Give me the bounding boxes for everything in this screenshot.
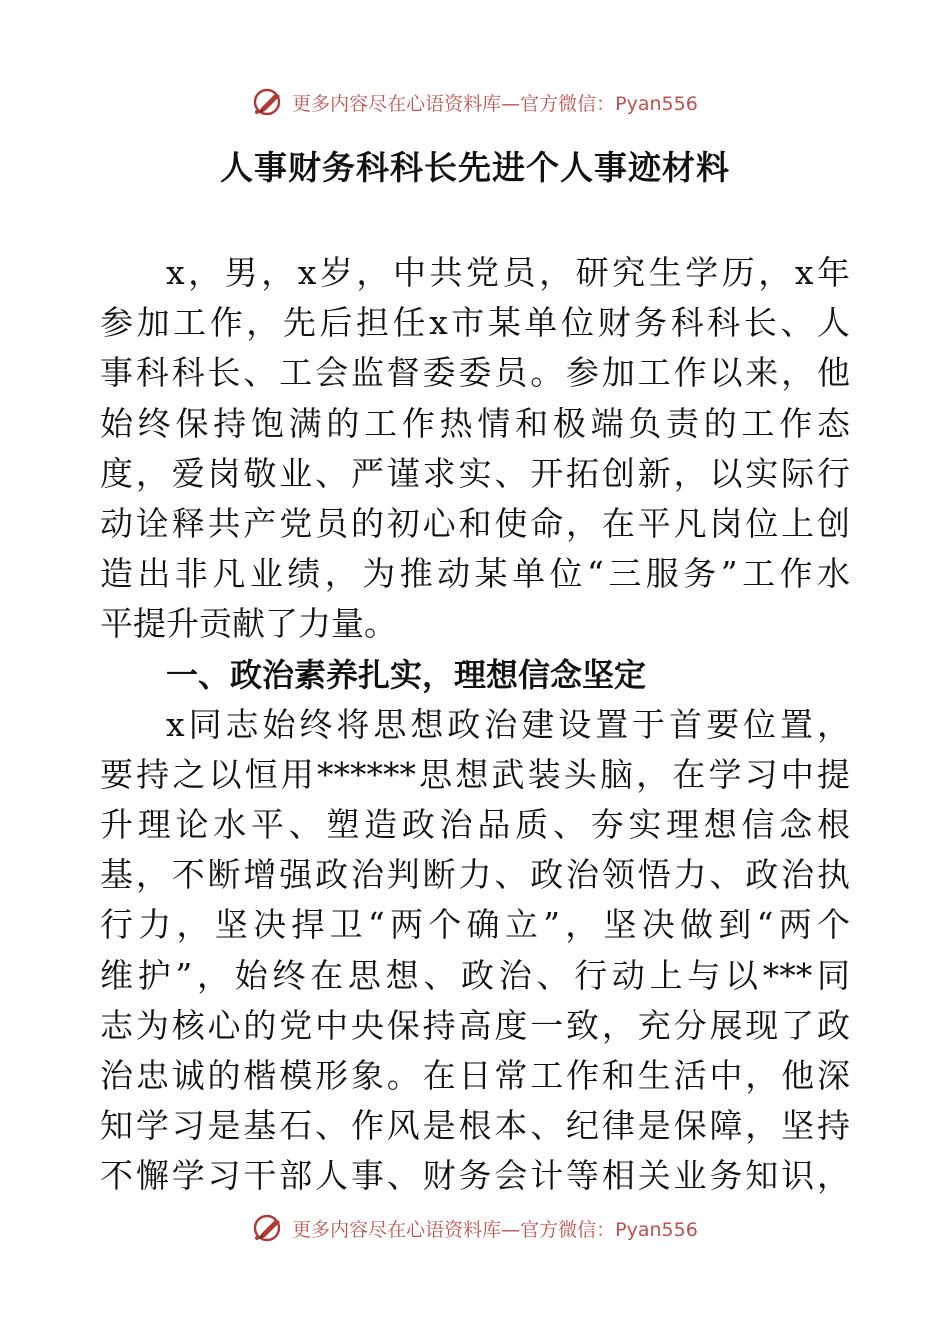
paragraph-line: 平提升贡献了力量。 (100, 604, 397, 644)
paragraph-line: 度，爱岗敬业、严谨求实、开拓创新，以实际行 (100, 453, 850, 493)
watermark-text: 更多内容尽在心语资料库—官方微信：Pyan556 (292, 92, 698, 115)
section-heading: 一、政治素养扎实，理想信念坚定 (166, 655, 647, 694)
watermark-footer (0, 1208, 950, 1248)
paragraph-line: 参加工作，先后担任x市某单位财务科科长、人 (100, 303, 850, 343)
pen-logo-icon (252, 87, 286, 117)
paragraph-line: 事科科长、工会监督委委员。参加工作以来，他 (100, 353, 850, 393)
paragraph-line: 知学习是基石、作风是根本、纪律是保障，坚持 (100, 1106, 850, 1146)
document-body (100, 248, 850, 1202)
paragraph-line: 升理论水平、塑造政治品质、夯实理想信念根 (100, 805, 850, 845)
pen-logo-icon (252, 1213, 286, 1243)
paragraph-line: 造出非凡业绩，为推动某单位“三服务”工作水 (100, 554, 850, 594)
paragraph-line: x同志始终将思想政治建设置于首要位置， (166, 704, 850, 744)
paragraph-line: 治忠诚的楷模形象。在日常工作和生活中，他深 (100, 1056, 850, 1095)
paragraph-line: 维护”，始终在思想、政治、行动上与以***同 (100, 955, 850, 995)
paragraph-line: 动诠释共产党员的初心和使命，在平凡岗位上创 (100, 503, 850, 543)
paragraph-line: 始终保持饱满的工作热情和极端负责的工作态 (100, 403, 850, 443)
document-title: 人事财务科科长先进个人事迹材料 (220, 148, 730, 187)
paragraph-line: 不懈学习干部人事、财务会计等相关业务知识， (100, 1156, 850, 1196)
paragraph-line: x，男，x岁，中共党员，研究生学历，x年 (166, 253, 850, 292)
watermark-text: 更多内容尽在心语资料库—官方微信：Pyan556 (292, 1218, 698, 1241)
watermark-header (0, 82, 950, 122)
paragraph-line: 基，不断增强政治判断力、政治领悟力、政治执 (100, 855, 850, 895)
paragraph-line: 志为核心的党中央保持高度一致，充分展现了政 (100, 1005, 850, 1045)
paragraph-line: 要持之以恒用******思想武装头脑，在学习中提 (100, 754, 850, 794)
paragraph-line: 行力，坚决捍卫“两个确立”，坚决做到“两个 (100, 905, 850, 945)
